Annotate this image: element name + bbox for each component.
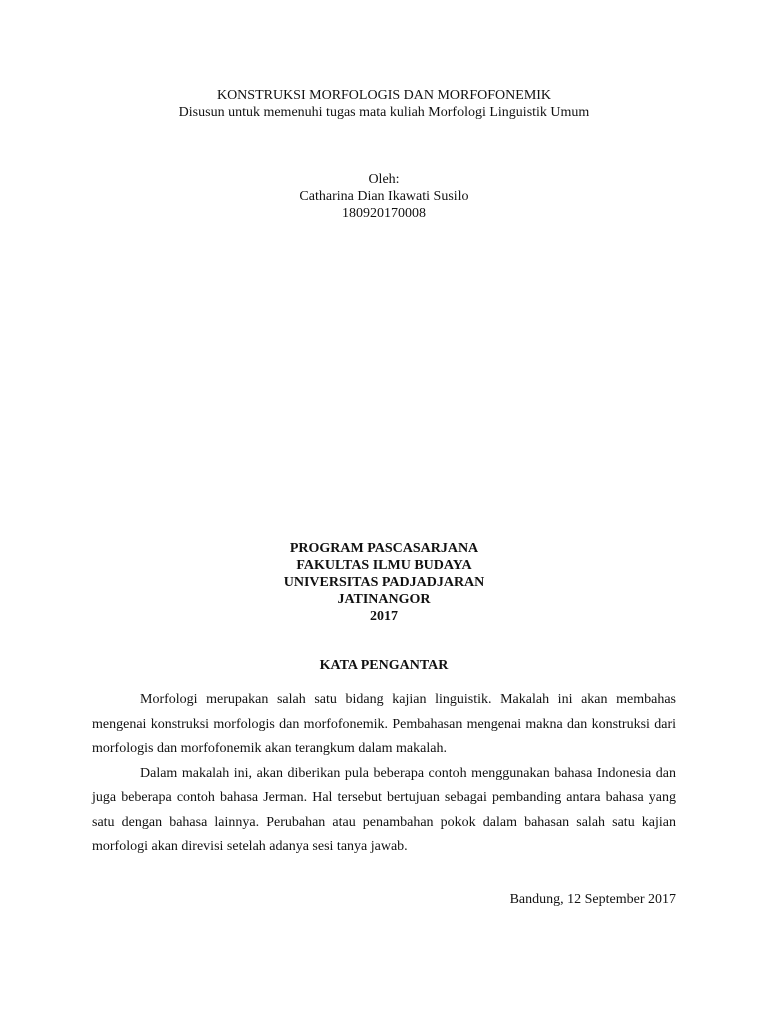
institution-year: 2017 [370, 609, 398, 624]
institution-program: PROGRAM PASCASARJANA [289, 541, 479, 556]
preface-paragraph-2: Dalam makalah ini, akan diberikan pula beberapa contoh menggunakan bahasa Indonesia dan juga beberapa contoh bahasa Jerman. Hal tersebut bertujuan sebagai pembanding antara bahasa yang satu dengan bahasa lainnya. Perubahan atau penambahan pokok dalam bahasan salah satu kajian morfologi akan direvisi setelah adanya sesi tanya jawab. [92, 765, 676, 854]
place-date: Bandung, 12 September 2017 [509, 892, 676, 907]
institution-city: JATINANGOR [337, 592, 431, 607]
institution-university: UNIVERSITAS PADJADJARAN [283, 575, 485, 590]
preface-body [92, 688, 676, 860]
preface-heading: KATA PENGANTAR [319, 658, 449, 673]
institution-faculty: FAKULTAS ILMU BUDAYA [296, 558, 472, 573]
preface-paragraph-1: Morfologi merupakan salah satu bidang kajian linguistik. Makalah ini akan membahas mengenai konstruksi morfologis dan morfofonemik. Pembahasan mengenai makna dan konstruksi dari morfologis dan morfofonemik akan terangkum dalam makalah. [92, 692, 676, 756]
student-id: 180920170008 [342, 206, 426, 221]
author-name: Catharina Dian Ikawati Susilo [299, 189, 469, 204]
author-label: Oleh: [368, 172, 400, 187]
document-title: KONSTRUKSI MORFOLOGIS DAN MORFOFONEMIK [216, 88, 552, 103]
document-subtitle: Disusun untuk memenuhi tugas mata kuliah Morfologi Linguistik Umum [178, 105, 590, 120]
